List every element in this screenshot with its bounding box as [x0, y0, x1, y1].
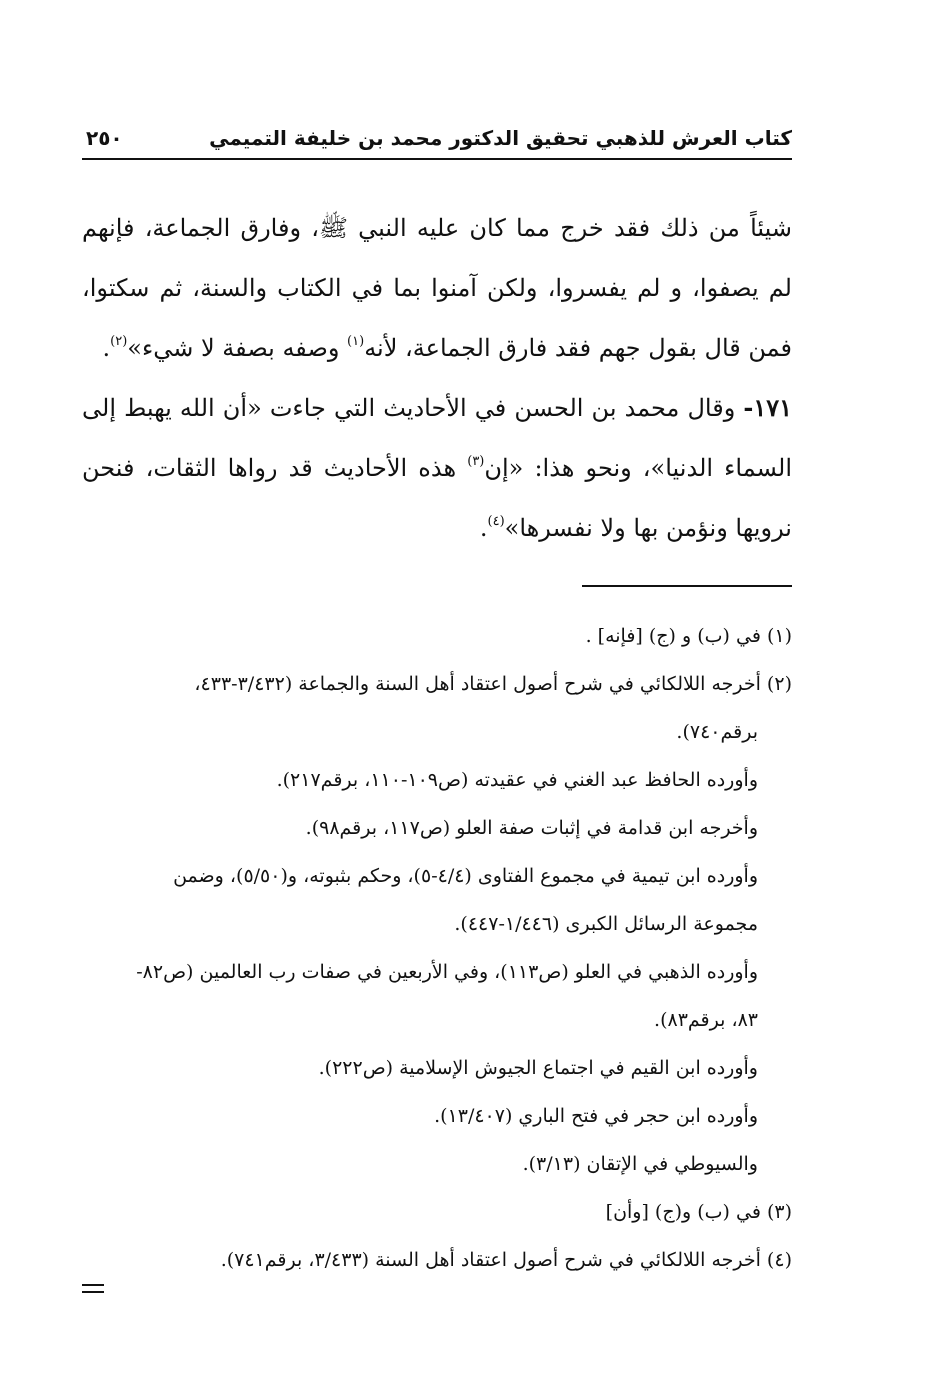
- footnote-ref-2: (٢): [110, 334, 128, 349]
- paragraph-end: .: [102, 334, 111, 362]
- footnote-2-continuation: ٨٣، برقم٨٣).: [654, 1009, 758, 1031]
- paragraph-text: وصفه بصفة لا شيء»: [127, 334, 348, 362]
- page-number: ٢٥٠: [86, 126, 123, 150]
- footnotes: [82, 612, 792, 1284]
- end-mark-line: [82, 1284, 104, 1286]
- footnote-2-source: وأورده ابن تيمية في مجموع الفتاوى (٤/٤-٥)، وحكم بثبوته، و(٥/٥٠)، وضمن: [173, 865, 758, 887]
- running-header: [82, 118, 792, 160]
- paragraph-171: [82, 378, 792, 558]
- footnote-2-source: وأورده الذهبي في العلو (ص١١٣)، وفي الأربعين في صفات رب العالمين (ص٨٢-: [136, 961, 758, 983]
- footnote-3: (٣) في (ب) و(ج) [وأن]: [605, 1201, 792, 1223]
- footnote-2-source: وأورده ابن حجر في فتح الباري (١٣/٤٠٧).: [434, 1105, 758, 1127]
- footnote-ref-3: (٣): [467, 454, 485, 469]
- footnote-2-continuation: برقم٧٤٠).: [676, 721, 758, 743]
- page-end-mark: [82, 1284, 104, 1298]
- footnote-ref-4: (٤): [487, 514, 505, 529]
- footnote-2-source: وأورده ابن القيم في اجتماع الجيوش الإسلامية (ص٢٢٢).: [318, 1057, 758, 1079]
- main-text: [82, 198, 792, 558]
- footnote-2: (٢) أخرجه اللالكائي في شرح أصول اعتقاد أهل السنة والجماعة (٣/٤٣٢-٤٣٣،: [194, 673, 792, 695]
- footnote-2-source: وأخرجه ابن قدامة في إثبات صفة العلو (ص١١٧، برقم٩٨).: [305, 817, 758, 839]
- footnote-2-source: والسيوطي في الإتقان (٣/١٣).: [522, 1153, 758, 1175]
- paragraph-text: هذه الأحاديث قد رواها الثقات، فنحن نرويها ونؤمن بها ولا نفسرها»: [82, 454, 792, 542]
- footnote-4: (٤) أخرجه اللالكائي في شرح أصول اعتقاد أهل السنة (٣/٤٣٣، برقم٧٤١).: [220, 1249, 792, 1271]
- end-mark-line: [82, 1291, 104, 1293]
- paragraph-text: شيئاً من ذلك فقد خرج مما كان عليه النبي ﷺ، وفارق الجماعة، فإنهم لم يصفوا، و لم يفسروا، ولكن آمنوا بما في الكتاب والسنة، ثم سكتوا، فمن قال بقول جهم فقد فارق الجماعة، لأنه: [82, 214, 792, 362]
- header-title: كتاب العرش للذهبي تحقيق الدكتور محمد بن خليفة التميمي: [209, 126, 792, 150]
- footnote-1: (١) في (ب) و (ج) [فإنه] .: [585, 625, 792, 647]
- footnote-2-source: وأورده الحافظ عبد الغني في عقيدته (ص١٠٩-١١٠، برقم٢١٧).: [276, 769, 758, 791]
- paragraph-text: وقال محمد بن الحسن في الأحاديث التي جاءت «أن الله يهبط إلى السماء الدنيا»، ونحو هذا: «إن: [82, 394, 793, 482]
- footnote-ref-1: (١): [347, 334, 365, 349]
- paragraph-number: ١٧١-: [743, 393, 792, 422]
- paragraph-end: .: [479, 514, 488, 542]
- footnote-2-continuation: مجموعة الرسائل الكبرى (١/٤٤٦-٤٤٧).: [454, 913, 758, 935]
- footnote-separator: [582, 585, 792, 587]
- paragraph-170-continuation: [82, 198, 792, 378]
